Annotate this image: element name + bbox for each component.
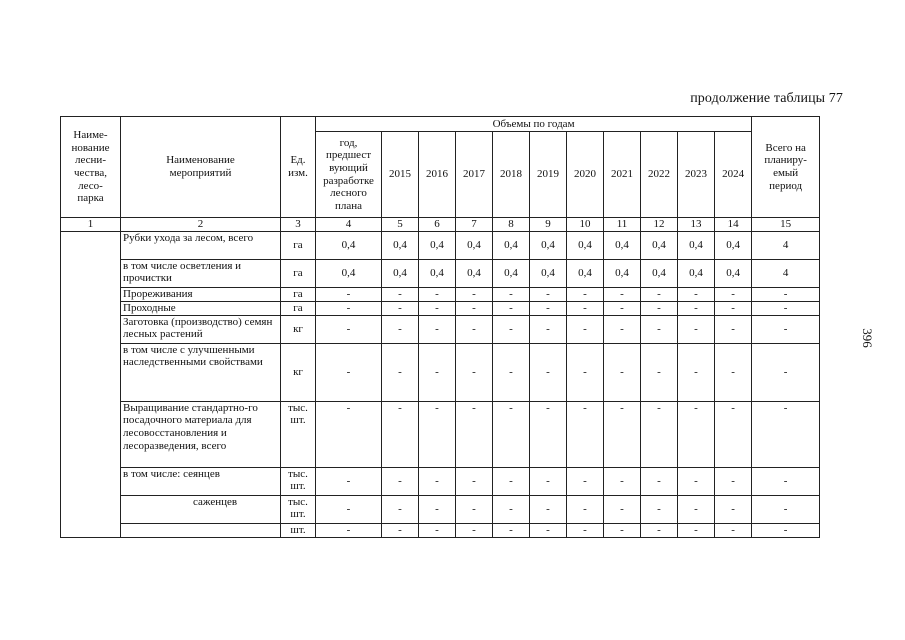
prev-year-value: - bbox=[316, 401, 382, 467]
year-value: - bbox=[493, 301, 530, 315]
activity-name: Проходные bbox=[121, 301, 281, 315]
year-value: - bbox=[641, 401, 678, 467]
year-value: - bbox=[419, 287, 456, 301]
column-number: 2 bbox=[121, 218, 281, 232]
year-value: - bbox=[715, 343, 752, 401]
total-value: 4 bbox=[752, 231, 820, 259]
year-value: - bbox=[715, 467, 752, 495]
year-value: - bbox=[382, 401, 419, 467]
year-value: - bbox=[419, 301, 456, 315]
column-number: 10 bbox=[567, 218, 604, 232]
year-value: 0,4 bbox=[456, 259, 493, 287]
year-value: - bbox=[678, 287, 715, 301]
column-number: 9 bbox=[530, 218, 567, 232]
year-value: 0,4 bbox=[567, 259, 604, 287]
year-value: - bbox=[456, 287, 493, 301]
prev-year-value: - bbox=[316, 495, 382, 523]
year-value: - bbox=[604, 467, 641, 495]
unit-cell: га bbox=[281, 301, 316, 315]
table-row bbox=[61, 401, 820, 467]
year-value: - bbox=[715, 301, 752, 315]
column-number: 15 bbox=[752, 218, 820, 232]
year-value: - bbox=[456, 467, 493, 495]
activity-name: Прореживания bbox=[121, 287, 281, 301]
column-number: 1 bbox=[61, 218, 121, 232]
column-number: 4 bbox=[316, 218, 382, 232]
header-year: 2016 bbox=[419, 132, 456, 218]
year-value: - bbox=[419, 401, 456, 467]
unit-cell: шт. bbox=[281, 523, 316, 537]
column-number-row bbox=[61, 218, 820, 232]
year-value: - bbox=[382, 495, 419, 523]
year-value: - bbox=[493, 495, 530, 523]
header-year: 2024 bbox=[715, 132, 752, 218]
year-value: - bbox=[678, 343, 715, 401]
year-value: - bbox=[456, 401, 493, 467]
year-value: 0,4 bbox=[530, 259, 567, 287]
activity-name: в том числе: сеянцев bbox=[121, 467, 281, 495]
activity-name: Выращивание стандартно-го посадочного материала для лесовосстановления и лесоразведения, всего bbox=[121, 401, 281, 467]
header-years-group: Объемы по годам bbox=[316, 117, 752, 132]
year-value: - bbox=[493, 401, 530, 467]
total-value: - bbox=[752, 301, 820, 315]
total-value: - bbox=[752, 467, 820, 495]
unit-cell: тыс. шт. bbox=[281, 401, 316, 467]
forestry-cell bbox=[61, 231, 121, 537]
year-value: - bbox=[567, 523, 604, 537]
header-year: 2020 bbox=[567, 132, 604, 218]
header-unit: Ед. изм. bbox=[281, 117, 316, 218]
year-value: 0,4 bbox=[530, 231, 567, 259]
year-value: - bbox=[530, 523, 567, 537]
year-value: - bbox=[382, 287, 419, 301]
year-value: - bbox=[604, 287, 641, 301]
year-value: - bbox=[456, 343, 493, 401]
year-value: - bbox=[604, 401, 641, 467]
year-value: - bbox=[715, 287, 752, 301]
year-value: 0,4 bbox=[678, 231, 715, 259]
year-value: 0,4 bbox=[715, 231, 752, 259]
header-year: 2017 bbox=[456, 132, 493, 218]
table-row bbox=[61, 523, 820, 537]
year-value: - bbox=[715, 315, 752, 343]
year-value: - bbox=[493, 523, 530, 537]
total-value: - bbox=[752, 343, 820, 401]
total-value: - bbox=[752, 315, 820, 343]
year-value: - bbox=[567, 495, 604, 523]
column-number: 7 bbox=[456, 218, 493, 232]
year-value: - bbox=[604, 495, 641, 523]
year-value: - bbox=[567, 401, 604, 467]
column-number: 12 bbox=[641, 218, 678, 232]
prev-year-value: - bbox=[316, 287, 382, 301]
year-value: - bbox=[419, 343, 456, 401]
year-value: 0,4 bbox=[567, 231, 604, 259]
year-value: - bbox=[419, 315, 456, 343]
year-value: - bbox=[678, 401, 715, 467]
year-value: - bbox=[530, 343, 567, 401]
year-value: - bbox=[678, 495, 715, 523]
prev-year-value: - bbox=[316, 343, 382, 401]
total-value: 4 bbox=[752, 259, 820, 287]
year-value: - bbox=[419, 523, 456, 537]
activity-name bbox=[121, 523, 281, 537]
total-value: - bbox=[752, 401, 820, 467]
header-year: 2018 bbox=[493, 132, 530, 218]
year-value: - bbox=[567, 315, 604, 343]
year-value: - bbox=[493, 315, 530, 343]
year-value: 0,4 bbox=[641, 259, 678, 287]
year-value: - bbox=[456, 301, 493, 315]
year-value: - bbox=[493, 467, 530, 495]
year-value: - bbox=[419, 495, 456, 523]
total-value: - bbox=[752, 523, 820, 537]
header-year: 2015 bbox=[382, 132, 419, 218]
prev-year-value: 0,4 bbox=[316, 259, 382, 287]
table-row bbox=[61, 259, 820, 287]
year-value: 0,4 bbox=[456, 231, 493, 259]
column-number: 6 bbox=[419, 218, 456, 232]
year-value: 0,4 bbox=[382, 231, 419, 259]
year-value: 0,4 bbox=[382, 259, 419, 287]
page-number: 396 bbox=[859, 328, 875, 348]
year-value: - bbox=[530, 315, 567, 343]
year-value: - bbox=[641, 523, 678, 537]
header-forestry: Наиме- нование лесни- чества, лесо- парка bbox=[61, 117, 121, 218]
year-value: - bbox=[604, 301, 641, 315]
table-row bbox=[61, 231, 820, 259]
year-value: - bbox=[567, 343, 604, 401]
table-row bbox=[61, 287, 820, 301]
prev-year-value: 0,4 bbox=[316, 231, 382, 259]
header-total: Всего на планиру- емый период bbox=[752, 117, 820, 218]
year-value: - bbox=[419, 467, 456, 495]
year-value: 0,4 bbox=[493, 259, 530, 287]
unit-cell: кг bbox=[281, 343, 316, 401]
header-year: 2019 bbox=[530, 132, 567, 218]
total-value: - bbox=[752, 495, 820, 523]
year-value: - bbox=[715, 401, 752, 467]
unit-cell: га bbox=[281, 287, 316, 301]
year-value: - bbox=[567, 301, 604, 315]
column-number: 8 bbox=[493, 218, 530, 232]
column-number: 11 bbox=[604, 218, 641, 232]
table-row bbox=[61, 343, 820, 401]
year-value: - bbox=[530, 495, 567, 523]
header-year: 2022 bbox=[641, 132, 678, 218]
unit-cell: га bbox=[281, 259, 316, 287]
header-year: 2021 bbox=[604, 132, 641, 218]
year-value: - bbox=[641, 301, 678, 315]
year-value: 0,4 bbox=[641, 231, 678, 259]
prev-year-value: - bbox=[316, 301, 382, 315]
activity-name: Заготовка (производство) семян лесных растений bbox=[121, 315, 281, 343]
year-value: - bbox=[715, 523, 752, 537]
table-caption: продолжение таблицы 77 bbox=[690, 91, 843, 106]
year-value: - bbox=[604, 343, 641, 401]
table-row bbox=[61, 315, 820, 343]
year-value: - bbox=[678, 467, 715, 495]
year-value: 0,4 bbox=[419, 231, 456, 259]
year-value: - bbox=[678, 523, 715, 537]
header-year: 2023 bbox=[678, 132, 715, 218]
activity-name: Рубки ухода за лесом, всего bbox=[121, 231, 281, 259]
column-number: 13 bbox=[678, 218, 715, 232]
year-value: - bbox=[530, 401, 567, 467]
year-value: - bbox=[382, 467, 419, 495]
activity-name: в том числе осветления и прочистки bbox=[121, 259, 281, 287]
column-number: 3 bbox=[281, 218, 316, 232]
year-value: - bbox=[641, 287, 678, 301]
year-value: - bbox=[382, 523, 419, 537]
activities-table bbox=[60, 116, 820, 538]
unit-cell: га bbox=[281, 231, 316, 259]
year-value: 0,4 bbox=[715, 259, 752, 287]
prev-year-value: - bbox=[316, 467, 382, 495]
year-value: 0,4 bbox=[678, 259, 715, 287]
column-number: 14 bbox=[715, 218, 752, 232]
year-value: - bbox=[641, 467, 678, 495]
year-value: - bbox=[604, 315, 641, 343]
year-value: - bbox=[382, 301, 419, 315]
total-value: - bbox=[752, 287, 820, 301]
year-value: 0,4 bbox=[493, 231, 530, 259]
year-value: - bbox=[530, 467, 567, 495]
year-value: - bbox=[493, 287, 530, 301]
year-value: - bbox=[456, 495, 493, 523]
year-value: - bbox=[678, 301, 715, 315]
prev-year-value: - bbox=[316, 315, 382, 343]
year-value: - bbox=[567, 467, 604, 495]
column-number: 5 bbox=[382, 218, 419, 232]
year-value: 0,4 bbox=[604, 259, 641, 287]
year-value: - bbox=[382, 343, 419, 401]
year-value: - bbox=[567, 287, 604, 301]
year-value: - bbox=[530, 301, 567, 315]
activity-name: саженцев bbox=[121, 495, 281, 523]
year-value: - bbox=[641, 343, 678, 401]
unit-cell: кг bbox=[281, 315, 316, 343]
year-value: - bbox=[493, 343, 530, 401]
year-value: - bbox=[641, 315, 678, 343]
year-value: 0,4 bbox=[604, 231, 641, 259]
year-value: 0,4 bbox=[419, 259, 456, 287]
year-value: - bbox=[604, 523, 641, 537]
year-value: - bbox=[456, 523, 493, 537]
header-activity: Наименование мероприятий bbox=[121, 117, 281, 218]
year-value: - bbox=[456, 315, 493, 343]
prev-year-value: - bbox=[316, 523, 382, 537]
year-value: - bbox=[530, 287, 567, 301]
table-row bbox=[61, 301, 820, 315]
year-value: - bbox=[715, 495, 752, 523]
table-row bbox=[61, 467, 820, 495]
year-value: - bbox=[382, 315, 419, 343]
year-value: - bbox=[641, 495, 678, 523]
year-value: - bbox=[678, 315, 715, 343]
table-row bbox=[61, 495, 820, 523]
unit-cell: тыс. шт. bbox=[281, 467, 316, 495]
header-prev-year: год, предшест вующий разработке лесного плана bbox=[316, 132, 382, 218]
activity-name: в том числе с улучшенными наследственными свойствами bbox=[121, 343, 281, 401]
unit-cell: тыс. шт. bbox=[281, 495, 316, 523]
